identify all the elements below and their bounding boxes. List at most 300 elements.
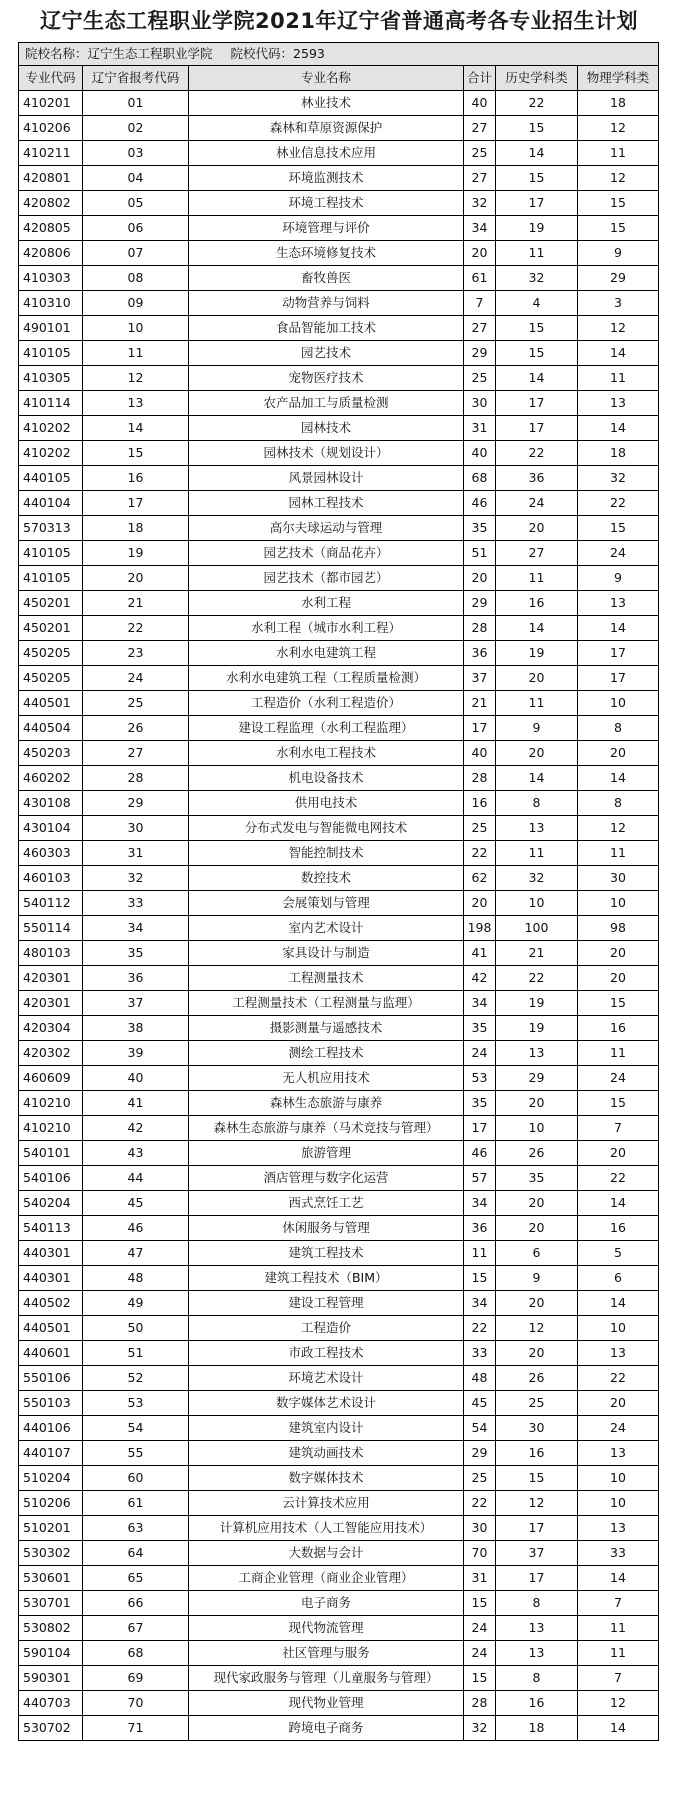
total-cell: 48 xyxy=(464,1366,496,1391)
apply-code-cell: 61 xyxy=(83,1491,189,1516)
major-name-cell: 分布式发电与智能微电网技术 xyxy=(189,816,464,841)
apply-code-cell: 45 xyxy=(83,1191,189,1216)
major-code-cell: 550106 xyxy=(19,1366,83,1391)
enrollment-plan-table xyxy=(18,42,659,1741)
history-cell: 20 xyxy=(496,741,578,766)
major-name-cell: 林业信息技术应用 xyxy=(189,141,464,166)
table-row xyxy=(19,891,659,916)
major-name-cell: 电子商务 xyxy=(189,1591,464,1616)
physics-cell: 8 xyxy=(578,716,659,741)
major-code-cell: 440502 xyxy=(19,1291,83,1316)
apply-code-cell: 31 xyxy=(83,841,189,866)
history-cell: 26 xyxy=(496,1366,578,1391)
school-info-row xyxy=(19,43,659,66)
total-cell: 40 xyxy=(464,741,496,766)
physics-cell: 10 xyxy=(578,891,659,916)
apply-code-cell: 50 xyxy=(83,1316,189,1341)
major-code-cell: 460202 xyxy=(19,766,83,791)
total-cell: 25 xyxy=(464,1466,496,1491)
table-row xyxy=(19,391,659,416)
table-row xyxy=(19,91,659,116)
apply-code-cell: 14 xyxy=(83,416,189,441)
history-cell: 19 xyxy=(496,641,578,666)
table-row xyxy=(19,1266,659,1291)
table-row xyxy=(19,191,659,216)
major-name-cell: 会展策划与管理 xyxy=(189,891,464,916)
apply-code-cell: 05 xyxy=(83,191,189,216)
total-cell: 20 xyxy=(464,891,496,916)
major-code-cell: 460303 xyxy=(19,841,83,866)
apply-code-cell: 09 xyxy=(83,291,189,316)
major-code-cell: 440301 xyxy=(19,1266,83,1291)
physics-cell: 11 xyxy=(578,1616,659,1641)
physics-cell: 15 xyxy=(578,1091,659,1116)
history-cell: 15 xyxy=(496,1466,578,1491)
physics-cell: 6 xyxy=(578,1266,659,1291)
apply-code-cell: 29 xyxy=(83,791,189,816)
apply-code-cell: 12 xyxy=(83,366,189,391)
table-row xyxy=(19,1441,659,1466)
major-code-cell: 530701 xyxy=(19,1591,83,1616)
major-name-cell: 园林技术 xyxy=(189,416,464,441)
major-name-cell: 森林和草原资源保护 xyxy=(189,116,464,141)
major-code-cell: 540106 xyxy=(19,1166,83,1191)
major-name-cell: 森林生态旅游与康养（马术竞技与管理） xyxy=(189,1116,464,1141)
major-name-cell: 市政工程技术 xyxy=(189,1341,464,1366)
physics-cell: 20 xyxy=(578,1391,659,1416)
total-cell: 28 xyxy=(464,766,496,791)
apply-code-cell: 71 xyxy=(83,1716,189,1741)
major-name-cell: 宠物医疗技术 xyxy=(189,366,464,391)
apply-code-cell: 20 xyxy=(83,566,189,591)
apply-code-cell: 39 xyxy=(83,1041,189,1066)
major-code-cell: 540204 xyxy=(19,1191,83,1216)
physics-cell: 24 xyxy=(578,1416,659,1441)
total-cell: 24 xyxy=(464,1616,496,1641)
major-code-cell: 410105 xyxy=(19,341,83,366)
table-row xyxy=(19,841,659,866)
table-row xyxy=(19,1341,659,1366)
physics-cell: 14 xyxy=(578,616,659,641)
major-code-cell: 410310 xyxy=(19,291,83,316)
total-cell: 31 xyxy=(464,416,496,441)
physics-cell: 11 xyxy=(578,1641,659,1666)
apply-code-cell: 35 xyxy=(83,941,189,966)
total-cell: 25 xyxy=(464,816,496,841)
major-name-cell: 工程造价 xyxy=(189,1316,464,1341)
table-row xyxy=(19,1541,659,1566)
total-cell: 34 xyxy=(464,1291,496,1316)
apply-code-cell: 06 xyxy=(83,216,189,241)
total-cell: 29 xyxy=(464,1441,496,1466)
total-cell: 35 xyxy=(464,1091,496,1116)
major-code-cell: 420806 xyxy=(19,241,83,266)
history-cell: 17 xyxy=(496,391,578,416)
major-code-cell: 410206 xyxy=(19,116,83,141)
apply-code-cell: 01 xyxy=(83,91,189,116)
history-cell: 20 xyxy=(496,1341,578,1366)
apply-code-cell: 26 xyxy=(83,716,189,741)
table-header-row xyxy=(19,66,659,91)
apply-code-cell: 28 xyxy=(83,766,189,791)
table-row xyxy=(19,1616,659,1641)
major-name-cell: 现代物业管理 xyxy=(189,1691,464,1716)
apply-code-cell: 48 xyxy=(83,1266,189,1291)
total-cell: 29 xyxy=(464,591,496,616)
history-cell: 8 xyxy=(496,1666,578,1691)
total-cell: 20 xyxy=(464,566,496,591)
major-name-cell: 水利水电建筑工程（工程质量检测） xyxy=(189,666,464,691)
total-cell: 21 xyxy=(464,691,496,716)
apply-code-cell: 22 xyxy=(83,616,189,641)
header-major-name: 专业名称 xyxy=(189,66,464,91)
major-code-cell: 460103 xyxy=(19,866,83,891)
table-row xyxy=(19,291,659,316)
physics-cell: 14 xyxy=(578,766,659,791)
total-cell: 30 xyxy=(464,1516,496,1541)
total-cell: 33 xyxy=(464,1341,496,1366)
physics-cell: 22 xyxy=(578,491,659,516)
major-code-cell: 510201 xyxy=(19,1516,83,1541)
apply-code-cell: 08 xyxy=(83,266,189,291)
history-cell: 11 xyxy=(496,691,578,716)
history-cell: 13 xyxy=(496,1041,578,1066)
history-cell: 22 xyxy=(496,441,578,466)
history-cell: 20 xyxy=(496,1216,578,1241)
history-cell: 14 xyxy=(496,616,578,641)
apply-code-cell: 27 xyxy=(83,741,189,766)
major-name-cell: 林业技术 xyxy=(189,91,464,116)
total-cell: 61 xyxy=(464,266,496,291)
history-cell: 19 xyxy=(496,216,578,241)
major-name-cell: 畜牧兽医 xyxy=(189,266,464,291)
apply-code-cell: 30 xyxy=(83,816,189,841)
physics-cell: 29 xyxy=(578,266,659,291)
table-row xyxy=(19,1241,659,1266)
history-cell: 20 xyxy=(496,1191,578,1216)
major-name-cell: 环境工程技术 xyxy=(189,191,464,216)
total-cell: 25 xyxy=(464,366,496,391)
physics-cell: 98 xyxy=(578,916,659,941)
table-row xyxy=(19,1016,659,1041)
apply-code-cell: 15 xyxy=(83,441,189,466)
table-row xyxy=(19,691,659,716)
major-name-cell: 环境管理与评价 xyxy=(189,216,464,241)
history-cell: 32 xyxy=(496,266,578,291)
total-cell: 27 xyxy=(464,166,496,191)
major-code-cell: 570313 xyxy=(19,516,83,541)
physics-cell: 14 xyxy=(578,1566,659,1591)
physics-cell: 10 xyxy=(578,1316,659,1341)
major-code-cell: 450205 xyxy=(19,641,83,666)
total-cell: 16 xyxy=(464,791,496,816)
total-cell: 31 xyxy=(464,1566,496,1591)
major-code-cell: 450201 xyxy=(19,591,83,616)
total-cell: 15 xyxy=(464,1266,496,1291)
major-name-cell: 数字媒体技术 xyxy=(189,1466,464,1491)
physics-cell: 32 xyxy=(578,466,659,491)
total-cell: 36 xyxy=(464,1216,496,1241)
major-name-cell: 园艺技术（商品花卉） xyxy=(189,541,464,566)
total-cell: 34 xyxy=(464,216,496,241)
major-name-cell: 生态环境修复技术 xyxy=(189,241,464,266)
total-cell: 35 xyxy=(464,516,496,541)
major-name-cell: 高尔夫球运动与管理 xyxy=(189,516,464,541)
history-cell: 15 xyxy=(496,316,578,341)
physics-cell: 10 xyxy=(578,1466,659,1491)
physics-cell: 22 xyxy=(578,1166,659,1191)
major-name-cell: 水利工程 xyxy=(189,591,464,616)
total-cell: 24 xyxy=(464,1041,496,1066)
physics-cell: 22 xyxy=(578,1366,659,1391)
physics-cell: 12 xyxy=(578,316,659,341)
apply-code-cell: 19 xyxy=(83,541,189,566)
major-code-cell: 410210 xyxy=(19,1116,83,1141)
table-row xyxy=(19,1366,659,1391)
physics-cell: 14 xyxy=(578,416,659,441)
apply-code-cell: 66 xyxy=(83,1591,189,1616)
major-name-cell: 云计算技术应用 xyxy=(189,1491,464,1516)
history-cell: 19 xyxy=(496,1016,578,1041)
total-cell: 34 xyxy=(464,1191,496,1216)
major-code-cell: 410303 xyxy=(19,266,83,291)
table-row xyxy=(19,941,659,966)
table-row xyxy=(19,241,659,266)
physics-cell: 18 xyxy=(578,91,659,116)
physics-cell: 17 xyxy=(578,641,659,666)
apply-code-cell: 69 xyxy=(83,1666,189,1691)
table-row xyxy=(19,141,659,166)
total-cell: 27 xyxy=(464,316,496,341)
physics-cell: 7 xyxy=(578,1591,659,1616)
major-code-cell: 530302 xyxy=(19,1541,83,1566)
total-cell: 22 xyxy=(464,841,496,866)
table-row xyxy=(19,1466,659,1491)
physics-cell: 12 xyxy=(578,816,659,841)
physics-cell: 3 xyxy=(578,291,659,316)
history-cell: 24 xyxy=(496,491,578,516)
total-cell: 35 xyxy=(464,1016,496,1041)
major-name-cell: 家具设计与制造 xyxy=(189,941,464,966)
physics-cell: 15 xyxy=(578,191,659,216)
physics-cell: 14 xyxy=(578,1716,659,1741)
table-row xyxy=(19,1716,659,1741)
table-row xyxy=(19,216,659,241)
header-apply-code: 辽宁省报考代码 xyxy=(83,66,189,91)
physics-cell: 9 xyxy=(578,566,659,591)
apply-code-cell: 37 xyxy=(83,991,189,1016)
table-row xyxy=(19,566,659,591)
major-name-cell: 工商企业管理（商业企业管理） xyxy=(189,1566,464,1591)
physics-cell: 9 xyxy=(578,241,659,266)
major-code-cell: 460609 xyxy=(19,1066,83,1091)
table-row xyxy=(19,1316,659,1341)
total-cell: 36 xyxy=(464,641,496,666)
total-cell: 41 xyxy=(464,941,496,966)
history-cell: 30 xyxy=(496,1416,578,1441)
history-cell: 9 xyxy=(496,1266,578,1291)
major-code-cell: 440501 xyxy=(19,1316,83,1341)
total-cell: 57 xyxy=(464,1166,496,1191)
header-total: 合计 xyxy=(464,66,496,91)
table-row xyxy=(19,466,659,491)
school-name: 辽宁生态工程职业学院 xyxy=(87,46,213,61)
apply-code-cell: 23 xyxy=(83,641,189,666)
total-cell: 198 xyxy=(464,916,496,941)
major-code-cell: 540112 xyxy=(19,891,83,916)
major-code-cell: 450201 xyxy=(19,616,83,641)
major-name-cell: 水利水电工程技术 xyxy=(189,741,464,766)
table-row xyxy=(19,716,659,741)
total-cell: 40 xyxy=(464,91,496,116)
total-cell: 29 xyxy=(464,341,496,366)
apply-code-cell: 43 xyxy=(83,1141,189,1166)
major-name-cell: 现代物流管理 xyxy=(189,1616,464,1641)
apply-code-cell: 70 xyxy=(83,1691,189,1716)
history-cell: 37 xyxy=(496,1541,578,1566)
history-cell: 14 xyxy=(496,766,578,791)
table-row xyxy=(19,1691,659,1716)
total-cell: 46 xyxy=(464,491,496,516)
history-cell: 17 xyxy=(496,191,578,216)
total-cell: 15 xyxy=(464,1591,496,1616)
apply-code-cell: 51 xyxy=(83,1341,189,1366)
major-name-cell: 森林生态旅游与康养 xyxy=(189,1091,464,1116)
apply-code-cell: 17 xyxy=(83,491,189,516)
major-code-cell: 430108 xyxy=(19,791,83,816)
table-body xyxy=(19,43,659,1741)
physics-cell: 14 xyxy=(578,1191,659,1216)
major-name-cell: 工程造价（水利工程造价） xyxy=(189,691,464,716)
apply-code-cell: 52 xyxy=(83,1366,189,1391)
total-cell: 7 xyxy=(464,291,496,316)
major-code-cell: 420801 xyxy=(19,166,83,191)
school-code-label: 院校代码： xyxy=(230,46,294,61)
history-cell: 15 xyxy=(496,166,578,191)
physics-cell: 13 xyxy=(578,1341,659,1366)
major-code-cell: 410202 xyxy=(19,416,83,441)
apply-code-cell: 60 xyxy=(83,1466,189,1491)
major-code-cell: 540101 xyxy=(19,1141,83,1166)
major-code-cell: 410211 xyxy=(19,141,83,166)
physics-cell: 13 xyxy=(578,1441,659,1466)
major-name-cell: 机电设备技术 xyxy=(189,766,464,791)
major-code-cell: 540113 xyxy=(19,1216,83,1241)
total-cell: 46 xyxy=(464,1141,496,1166)
physics-cell: 11 xyxy=(578,841,659,866)
apply-code-cell: 03 xyxy=(83,141,189,166)
table-row xyxy=(19,516,659,541)
apply-code-cell: 40 xyxy=(83,1066,189,1091)
total-cell: 37 xyxy=(464,666,496,691)
table-row xyxy=(19,1391,659,1416)
history-cell: 8 xyxy=(496,791,578,816)
history-cell: 13 xyxy=(496,816,578,841)
major-code-cell: 590301 xyxy=(19,1666,83,1691)
major-name-cell: 计算机应用技术（人工智能应用技术） xyxy=(189,1516,464,1541)
major-code-cell: 440106 xyxy=(19,1416,83,1441)
table-row xyxy=(19,416,659,441)
table-row xyxy=(19,316,659,341)
physics-cell: 14 xyxy=(578,341,659,366)
table-row xyxy=(19,816,659,841)
apply-code-cell: 53 xyxy=(83,1391,189,1416)
table-row xyxy=(19,1041,659,1066)
physics-cell: 13 xyxy=(578,1516,659,1541)
major-name-cell: 建筑动画技术 xyxy=(189,1441,464,1466)
history-cell: 11 xyxy=(496,841,578,866)
total-cell: 53 xyxy=(464,1066,496,1091)
major-code-cell: 550103 xyxy=(19,1391,83,1416)
header-history: 历史学科类 xyxy=(496,66,578,91)
major-name-cell: 工程测量技术 xyxy=(189,966,464,991)
major-name-cell: 大数据与会计 xyxy=(189,1541,464,1566)
history-cell: 14 xyxy=(496,141,578,166)
physics-cell: 16 xyxy=(578,1016,659,1041)
apply-code-cell: 46 xyxy=(83,1216,189,1241)
total-cell: 51 xyxy=(464,541,496,566)
physics-cell: 15 xyxy=(578,516,659,541)
total-cell: 54 xyxy=(464,1416,496,1441)
major-name-cell: 水利工程（城市水利工程） xyxy=(189,616,464,641)
physics-cell: 13 xyxy=(578,591,659,616)
table-row xyxy=(19,916,659,941)
total-cell: 32 xyxy=(464,191,496,216)
apply-code-cell: 67 xyxy=(83,1616,189,1641)
apply-code-cell: 16 xyxy=(83,466,189,491)
major-code-cell: 440501 xyxy=(19,691,83,716)
history-cell: 21 xyxy=(496,941,578,966)
apply-code-cell: 38 xyxy=(83,1016,189,1041)
major-code-cell: 440301 xyxy=(19,1241,83,1266)
total-cell: 32 xyxy=(464,1716,496,1741)
apply-code-cell: 18 xyxy=(83,516,189,541)
table-row xyxy=(19,741,659,766)
total-cell: 20 xyxy=(464,241,496,266)
physics-cell: 17 xyxy=(578,666,659,691)
history-cell: 6 xyxy=(496,1241,578,1266)
major-name-cell: 园艺技术 xyxy=(189,341,464,366)
major-name-cell: 数控技术 xyxy=(189,866,464,891)
history-cell: 36 xyxy=(496,466,578,491)
major-name-cell: 环境监测技术 xyxy=(189,166,464,191)
table-row xyxy=(19,1216,659,1241)
history-cell: 11 xyxy=(496,566,578,591)
history-cell: 27 xyxy=(496,541,578,566)
table-row xyxy=(19,1566,659,1591)
major-name-cell: 社区管理与服务 xyxy=(189,1641,464,1666)
physics-cell: 7 xyxy=(578,1666,659,1691)
major-code-cell: 430104 xyxy=(19,816,83,841)
physics-cell: 8 xyxy=(578,791,659,816)
table-row xyxy=(19,1416,659,1441)
major-code-cell: 480103 xyxy=(19,941,83,966)
table-row xyxy=(19,1641,659,1666)
history-cell: 12 xyxy=(496,1491,578,1516)
major-name-cell: 环境艺术设计 xyxy=(189,1366,464,1391)
physics-cell: 14 xyxy=(578,1291,659,1316)
history-cell: 16 xyxy=(496,1691,578,1716)
major-name-cell: 测绘工程技术 xyxy=(189,1041,464,1066)
history-cell: 15 xyxy=(496,116,578,141)
apply-code-cell: 21 xyxy=(83,591,189,616)
apply-code-cell: 10 xyxy=(83,316,189,341)
table-row xyxy=(19,541,659,566)
history-cell: 15 xyxy=(496,341,578,366)
major-code-cell: 510206 xyxy=(19,1491,83,1516)
history-cell: 12 xyxy=(496,1316,578,1341)
total-cell: 45 xyxy=(464,1391,496,1416)
